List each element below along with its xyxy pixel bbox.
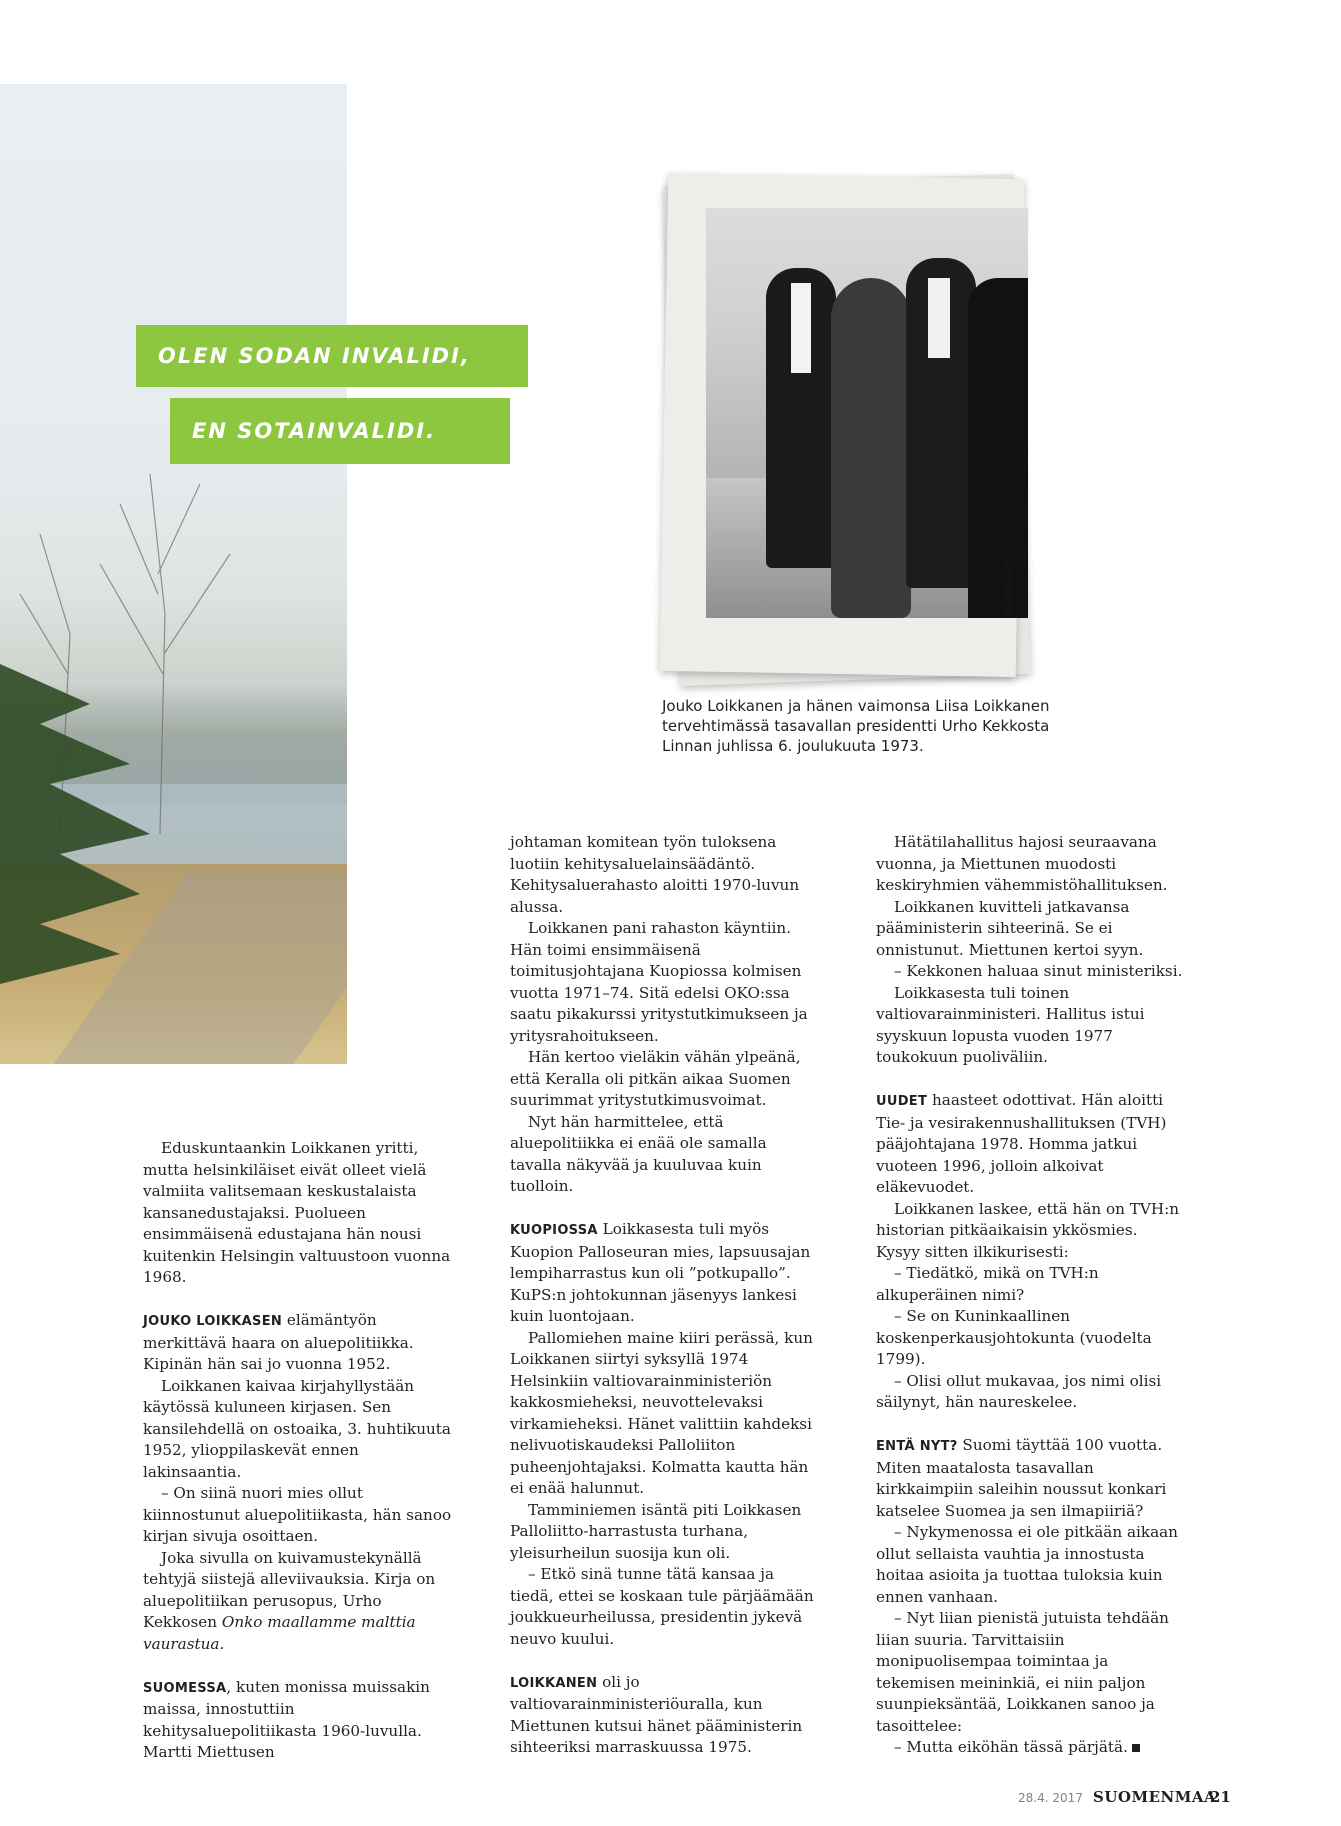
pull-quote-line-2: EN SOTAINVALIDI. [170,398,510,464]
landscape-photo [0,84,347,1064]
paragraph: Loikkasesta tuli toinen valtiovarainministeri. Hallitus istui syyskuun lopusta vuoden 1977 toukokuun puoliväliin. [876,983,1145,1066]
paragraph-text: haasteet odottivat. Hän aloitti Tie- ja vesirakennushallituksen (TVH) pääjohtajana 1978. Homma jatkui vuoteen 1996, jolloin alkoivat eläkevuodet. [876,1091,1167,1196]
paragraph: – On siinä nuori mies ollut kiinnostunut aluepolitiikasta, hän sanoo kirjan sivuja osoittaen. [143,1484,452,1545]
paragraph-text: Loikkasesta tuli myös Kuopion Palloseuran mies, lapsuusajan lempiharrastus kun oli ”potkupallo”. KuPS:n johtokunnan jäsenyys lankesi kuin luontojaan. [510,1220,811,1325]
pull-quote-line-1: OLEN SODAN INVALIDI, [136,325,528,387]
paragraph-text: Joka sivulla on kuivamustekynällä tehtyjä siistejä alleviivauksia. Kirja on aluepolitiikan perusopus, Urho Kekkosen [143,1548,436,1631]
lead-in: ENTÄ NYT? [876,1439,958,1454]
caption-line: tervehtimässä tasavallan presidentti Urho Kekkosta [662,717,1050,735]
paragraph: Pallomiehen maine kiiri perässä, kun Loikkanen siirtyi syksyllä 1974 Helsinkiin valtiovarainministeriön kakkosmieheksi, neuvottelevaksi virkamieheksi. Hänet valittiin kahdeksi nelivuotiskaudeksi Palloliiton puheenjohtajaksi. Kolmatta kautta hän ei enää halunnut. [510,1328,813,1497]
paragraph-text: – Mutta eiköhän tässä pärjätä. [894,1738,1128,1756]
paragraph: Tamminiemen isäntä piti Loikkasen Palloliitto-harrastusta turhana, yleisurheilun suosija kun oli. [510,1500,802,1562]
paragraph: Loikkanen kaivaa kirjahyllystään käytössä kuluneen kirjasen. Sen kansilehdellä on ostoaika, 3. huhtikuuta 1952, ylioppilaskevät ennen lakinsaantia. [143,1376,451,1481]
paragraph: – Tiedätkö, mikä on TVH:n alkuperäinen nimi? [876,1264,1099,1304]
paragraph: Eduskuntaankin Loikkanen yritti, mutta helsinkiläiset eivät olleet vielä valmiita valitsemaan keskustalaista kansanedustajaksi. Puolueen ensimmäisenä edustajana hän nousi kuitenkin Helsingin valtuustoon vuonna 1968. [143,1139,451,1286]
paragraph: – Olisi ollut mukavaa, jos nimi olisi säilynyt, hän naureskelee. [876,1371,1162,1411]
text-column-2 [510,832,820,1759]
paragraph-text: , kuten monissa muissakin maissa, innostuttiin kehitysaluepolitiikasta 1960-luvulla. Martti Miettusen [143,1677,430,1761]
lead-in: SUOMESSA [143,1680,227,1696]
caption-line: Jouko Loikkanen ja hänen vaimonsa Liisa Loikkanen [662,697,1050,715]
paragraph: Hätätilahallitus hajosi seuraavana vuonna, ja Miettunen muodosti keskiryhmien vähemmistöhallituksen. [876,833,1168,894]
page-number: 21 [1210,1788,1231,1806]
paragraph [143,1548,453,1656]
text-column-1 [143,1138,453,1764]
paragraph: Loikkanen laskee, että hän on TVH:n historian pitkäaikaisin ykkösmies. Kysyy sitten ilkikurisesti: [876,1199,1179,1261]
pine-tree-illustration [0,644,200,1024]
paragraph [143,1677,453,1764]
paragraph: – Se on Kuninkaallinen koskenperkausjohtokunta (vuodelta 1799). [876,1307,1152,1368]
photo-credit: Lehtikuva [1003,560,1016,614]
photo-figure-guest [968,278,1028,618]
paragraph: Loikkanen pani rahaston käyntiin. Hän toimi ensimmäisenä toimitusjohtajana Kuopiossa kolmisen vuotta 1971–74. Sitä edelsi OKO:ssa saatu pikakurssi yritystutkimukseen ja yritysrahoitukseen. [510,919,808,1045]
paragraph: johtaman komitean työn tuloksena luotiin kehitysaluelainsäädäntö. Kehitysaluerahasto aloitti 1970-luvun alussa. [510,833,800,916]
photo-shirt [928,278,950,358]
end-mark-icon [1132,1744,1140,1752]
caption-line: Linnan juhlissa 6. joulukuuta 1973. [662,737,924,755]
paragraph: Loikkanen kuvitteli jatkavansa pääministerin sihteerinä. Se ei onnistunut. Miettunen kertoi syyn. [876,897,1144,959]
paragraph-text: Suomi täyttää 100 vuotta. Miten maatalosta tasavallan kirkkaimpiin saleihin noussut konkari katselee Suomea ja sen ilmapiiriä? [876,1436,1167,1520]
paragraph: – Nyt liian pienistä jutuista tehdään liian suuria. Tarvittaisiin monipuolisempaa toimintaa ja tekemisen meininkiä, ei niin paljon suunpieksäntää, Loikkanen sanoo ja tasoittelee: [876,1609,1169,1735]
lead-in: KUOPIOSSA [510,1223,598,1238]
photo-figure-liisa [831,278,911,618]
paragraph-text: oli jo valtiovarainministeriöuralla, kun Miettunen kutsui hänet pääministerin sihteeriksi marraskuussa 1975. [510,1672,803,1756]
paragraph [510,1219,820,1328]
lead-in: UUDET [876,1094,928,1109]
paragraph [876,1435,1186,1522]
paragraph: Hän kertoo vieläkin vähän ylpeänä, että Keralla oli pitkän aikaa Suomen suurimmat yritystutkimusvoimat. [510,1048,801,1109]
paragraph-text: elämäntyön merkittävä haara on aluepolitiikka. Kipinän hän sai jo vuonna 1952. [143,1311,414,1373]
archive-photo [706,208,1028,618]
paragraph [143,1310,453,1376]
issue-date: 28.4. 2017 [1018,1791,1083,1805]
paragraph: Nyt hän harmittelee, että aluepolitiikka ei enää ole samalla tavalla näkyvää ja kuuluvaa kuin tuolloin. [510,1112,767,1195]
paragraph: – Etkö sinä tunne tätä kansaa ja tiedä, ettei se koskaan tule pärjäämään joukkueurheilussa, presidentin jykevä neuvo kuului. [510,1565,814,1648]
paragraph: – Nykymenossa ei ole pitkään aikaan ollut sellaista vauhtia ja innostusta hoitaa asioita ja tuottaa tuloksia kuin ennen vanhaan. [876,1523,1178,1606]
book-title: Onko maallamme malttia vaurastua. [143,1613,416,1653]
paragraph [876,1090,1186,1199]
text-column-3 [876,832,1186,1759]
paragraph [876,1737,1186,1759]
paragraph [510,1672,820,1759]
paragraph: – Kekkonen haluaa sinut ministeriksi. [894,962,1183,980]
lead-in: LOIKKANEN [510,1675,598,1691]
photo-shirt [791,283,811,373]
page-footer [990,1788,1230,1808]
lead-in: JOUKO LOIKKASEN [143,1314,283,1329]
photo-caption [662,696,1062,756]
magazine-name: SUOMENMAA [1093,1788,1217,1806]
